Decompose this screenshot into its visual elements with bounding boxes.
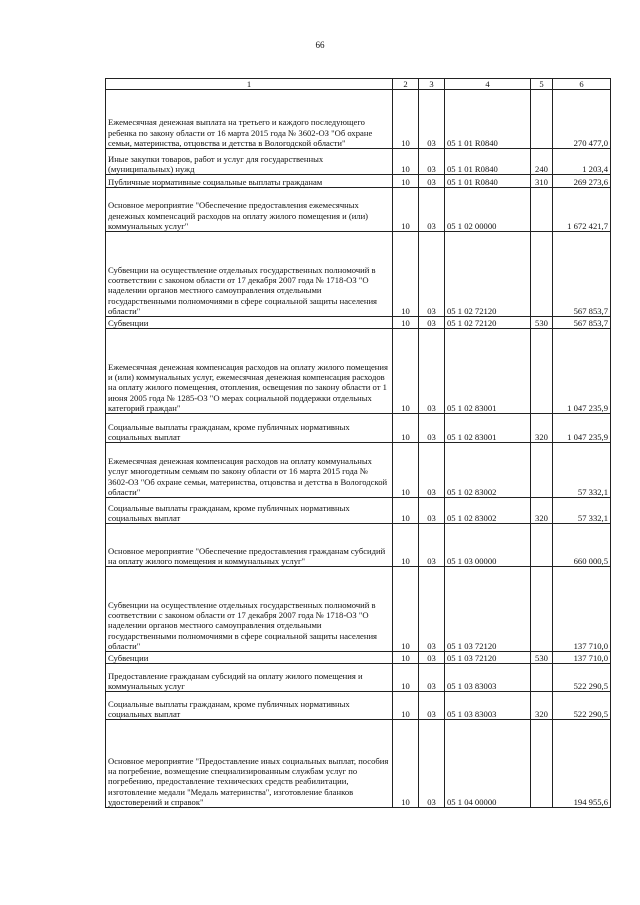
row-amount: 194 955,6 <box>553 720 611 808</box>
column-header: 2 <box>393 79 419 90</box>
table-row <box>106 149 611 175</box>
row-name: Основное мероприятие "Обеспечение предоставления гражданам субсидий на оплату жилого помещения и коммунальных услуг" <box>106 524 393 567</box>
row-section: 10 <box>393 149 419 175</box>
row-amount: 1 047 235,9 <box>553 414 611 443</box>
row-target-code: 05 1 02 83002 <box>445 498 531 524</box>
row-section: 10 <box>393 720 419 808</box>
row-subsection: 03 <box>419 317 445 329</box>
row-section: 10 <box>393 232 419 317</box>
row-expense-type <box>531 567 553 652</box>
row-expense-type <box>531 664 553 692</box>
row-target-code: 05 1 01 R0840 <box>445 175 531 188</box>
row-section: 10 <box>393 524 419 567</box>
row-section: 10 <box>393 567 419 652</box>
row-section: 10 <box>393 329 419 414</box>
page-number: 66 <box>315 40 325 50</box>
column-header: 6 <box>553 79 611 90</box>
row-expense-type: 240 <box>531 149 553 175</box>
row-subsection: 03 <box>419 414 445 443</box>
table-row <box>106 652 611 664</box>
row-amount: 522 290,5 <box>553 664 611 692</box>
row-section: 10 <box>393 652 419 664</box>
row-name: Ежемесячная денежная выплата на третьего и каждого последующего ребенка по закону области от 16 марта 2015 года № 3602-ОЗ "Об охране семьи, материнства, отцовства и детства в Вологодской области" <box>106 90 393 149</box>
row-section: 10 <box>393 317 419 329</box>
row-name: Субвенции <box>106 652 393 664</box>
row-amount: 57 332,1 <box>553 443 611 498</box>
row-target-code: 05 1 02 72120 <box>445 232 531 317</box>
row-target-code: 05 1 02 72120 <box>445 317 531 329</box>
row-name: Субвенции <box>106 317 393 329</box>
row-name: Ежемесячная денежная компенсация расходов на оплату жилого помещения и (или) коммунальных услуг, ежемесячная денежная компенсация расходов на оплату жилого помещения, отопления, освещения по закону области от 1 июня 2005 года № 1285-ОЗ "О мерах социальной поддержки отдельных категорий граждан" <box>106 329 393 414</box>
row-name: Публичные нормативные социальные выплаты гражданам <box>106 175 393 188</box>
row-name: Ежемесячная денежная компенсация расходов на оплату коммунальных услуг многодетным семьям по закону области от 16 марта 2015 года № 3602-ОЗ "Об охране семьи, материнства, отцовства и детства в Вологодской области" <box>106 443 393 498</box>
column-header: 3 <box>419 79 445 90</box>
table-row <box>106 317 611 329</box>
row-name: Социальные выплаты гражданам, кроме публичных нормативных социальных выплат <box>106 692 393 720</box>
row-name: Предоставление гражданам субсидий на оплату жилого помещения и коммунальных услуг <box>106 664 393 692</box>
row-amount: 1 203,4 <box>553 149 611 175</box>
row-target-code: 05 1 04 00000 <box>445 720 531 808</box>
row-target-code: 05 1 02 83002 <box>445 443 531 498</box>
row-expense-type <box>531 720 553 808</box>
row-target-code: 05 1 03 72120 <box>445 652 531 664</box>
row-name: Социальные выплаты гражданам, кроме публичных нормативных социальных выплат <box>106 414 393 443</box>
column-header: 5 <box>531 79 553 90</box>
row-expense-type: 530 <box>531 317 553 329</box>
row-expense-type <box>531 524 553 567</box>
row-expense-type <box>531 188 553 232</box>
row-amount: 57 332,1 <box>553 498 611 524</box>
row-target-code: 05 1 02 83001 <box>445 414 531 443</box>
row-expense-type: 320 <box>531 692 553 720</box>
table-row <box>106 232 611 317</box>
budget-table <box>105 78 611 808</box>
row-target-code: 05 1 03 83003 <box>445 692 531 720</box>
table-row <box>106 188 611 232</box>
row-expense-type <box>531 90 553 149</box>
row-expense-type <box>531 329 553 414</box>
row-amount: 1 047 235,9 <box>553 329 611 414</box>
row-amount: 137 710,0 <box>553 567 611 652</box>
row-amount: 660 000,5 <box>553 524 611 567</box>
table-row <box>106 498 611 524</box>
row-section: 10 <box>393 498 419 524</box>
table-row <box>106 90 611 149</box>
row-amount: 1 672 421,7 <box>553 188 611 232</box>
table-row <box>106 443 611 498</box>
table-row <box>106 567 611 652</box>
row-amount: 522 290,5 <box>553 692 611 720</box>
table-header-row <box>106 79 611 90</box>
row-subsection: 03 <box>419 232 445 317</box>
row-subsection: 03 <box>419 188 445 232</box>
row-amount: 567 853,7 <box>553 317 611 329</box>
row-expense-type: 530 <box>531 652 553 664</box>
row-subsection: 03 <box>419 90 445 149</box>
row-name: Субвенции на осуществление отдельных государственных полномочий в соответствии с законом области от 17 декабря 2007 года № 1718-ОЗ "О наделении органов местного самоуправления отдельными государственными полномочиями в сфере социальной защиты населения области" <box>106 232 393 317</box>
table-row <box>106 692 611 720</box>
row-section: 10 <box>393 175 419 188</box>
row-amount: 137 710,0 <box>553 652 611 664</box>
row-name: Основное мероприятие "Предоставление иных социальных выплат, пособия на погребение, возмещение специализированным службам услуг по погребению, предоставление технических средств реабилитации, изготовление медали "Медаль материнства", изготовление бланков удостоверений и справок" <box>106 720 393 808</box>
row-expense-type <box>531 443 553 498</box>
row-target-code: 05 1 02 00000 <box>445 188 531 232</box>
row-target-code: 05 1 03 00000 <box>445 524 531 567</box>
row-name: Социальные выплаты гражданам, кроме публичных нормативных социальных выплат <box>106 498 393 524</box>
row-subsection: 03 <box>419 443 445 498</box>
row-target-code: 05 1 01 R0840 <box>445 149 531 175</box>
row-expense-type <box>531 232 553 317</box>
row-subsection: 03 <box>419 664 445 692</box>
row-section: 10 <box>393 443 419 498</box>
table-row <box>106 414 611 443</box>
row-section: 10 <box>393 188 419 232</box>
row-name: Субвенции на осуществление отдельных государственных полномочий в соответствии с законом области от 17 декабря 2007 года № 1718-ОЗ "О наделении органов местного самоуправления отдельными государственными полномочиями в сфере социальной защиты населения области" <box>106 567 393 652</box>
column-header: 4 <box>445 79 531 90</box>
table-row <box>106 524 611 567</box>
row-target-code: 05 1 01 R0840 <box>445 90 531 149</box>
row-target-code: 05 1 03 83003 <box>445 664 531 692</box>
row-section: 10 <box>393 664 419 692</box>
row-target-code: 05 1 03 72120 <box>445 567 531 652</box>
column-header: 1 <box>106 79 393 90</box>
row-subsection: 03 <box>419 692 445 720</box>
row-subsection: 03 <box>419 524 445 567</box>
row-name: Основное мероприятие "Обеспечение предоставления ежемесячных денежных компенсаций расходов на оплату жилого помещения и (или) коммунальных услуг" <box>106 188 393 232</box>
row-subsection: 03 <box>419 498 445 524</box>
row-expense-type: 310 <box>531 175 553 188</box>
row-section: 10 <box>393 90 419 149</box>
table-row <box>106 329 611 414</box>
row-section: 10 <box>393 692 419 720</box>
row-amount: 567 853,7 <box>553 232 611 317</box>
row-subsection: 03 <box>419 329 445 414</box>
row-name: Иные закупки товаров, работ и услуг для государственных (муниципальных) нужд <box>106 149 393 175</box>
row-amount: 270 477,0 <box>553 90 611 149</box>
table-row <box>106 720 611 808</box>
row-expense-type: 320 <box>531 414 553 443</box>
table-row <box>106 175 611 188</box>
row-subsection: 03 <box>419 149 445 175</box>
row-expense-type: 320 <box>531 498 553 524</box>
row-subsection: 03 <box>419 567 445 652</box>
row-section: 10 <box>393 414 419 443</box>
row-subsection: 03 <box>419 175 445 188</box>
row-target-code: 05 1 02 83001 <box>445 329 531 414</box>
row-subsection: 03 <box>419 720 445 808</box>
row-subsection: 03 <box>419 652 445 664</box>
row-amount: 269 273,6 <box>553 175 611 188</box>
table-row <box>106 664 611 692</box>
